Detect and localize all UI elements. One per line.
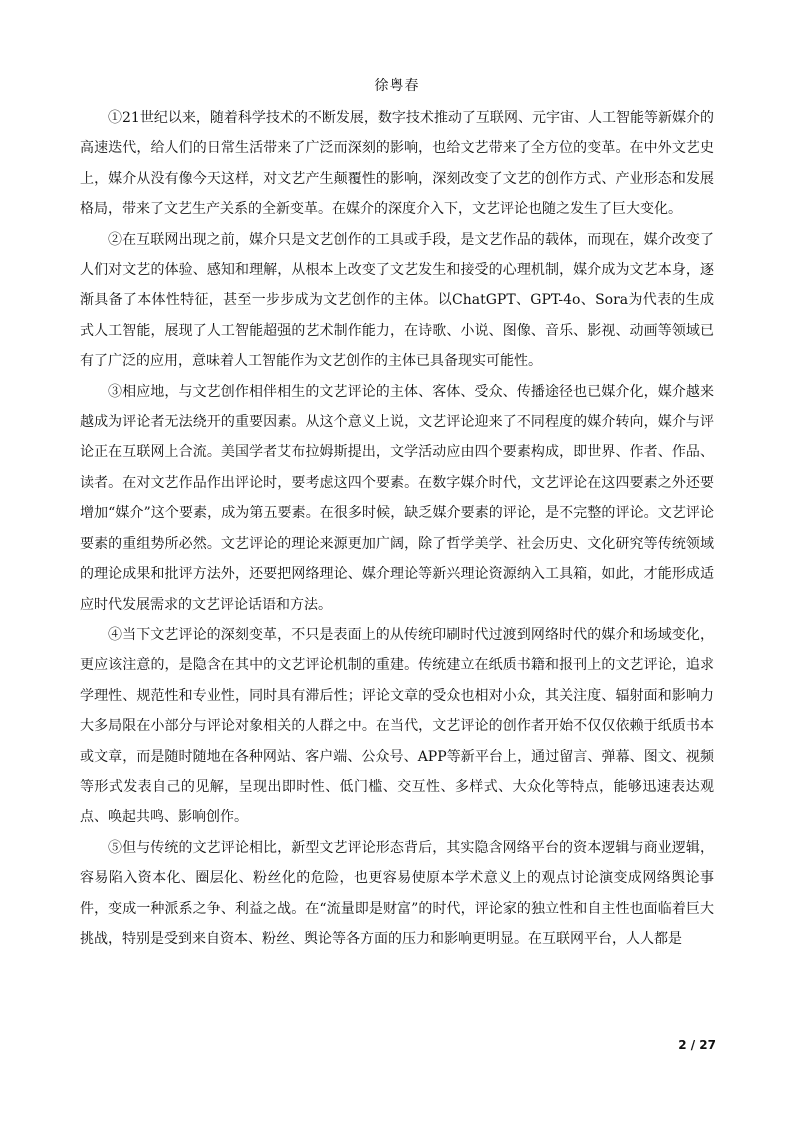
paragraph-2: ②在互联网出现之前，媒介只是文艺创作的工具或手段，是文艺作品的载体，而现在，媒介改变了人们对文艺的体验、感知和理解，从根本上改变了文艺发生和接受的心理机制，媒介成为文艺本身，逐渐具备了本体性特征，甚至一步步成为文艺创作的主体。以ChatGPT、GPT-4o、Sora为代表的生成式人工智能，展现了人工智能超强的艺术制作能力，在诗歌、小说、图像、音乐、影视、动画等领域已有了广泛的应用，意味着人工智能作为文艺创作的主体已具备现实可能性。 — [80, 231, 714, 370]
page-number: 2 / 27 — [678, 1038, 716, 1052]
article-body — [80, 103, 714, 954]
paragraph-5: ⑤但与传统的文艺评论相比，新型文艺评论形态背后，其实隐含网络平台的资本逻辑与商业逻辑，容易陷入资本化、圈层化、粉丝化的危险，也更容易使原本学术意义上的观点讨论演变成网络舆论事件，变成一种派系之争、利益之战。在“流量即是财富”的时代，评论家的独立性和自主性也面临着巨大挑战，特别是受到来自资本、粉丝、舆论等各方面的压力和影响更明显。在互联网平台，人人都是 — [80, 839, 714, 947]
paragraph-4: ④当下文艺评论的深刻变革，不只是表面上的从传统印刷时代过渡到网络时代的媒介和场域变化，更应该注意的，是隐含在其中的文艺评论机制的重建。传统建立在纸质书籍和报刊上的文艺评论，追求学理性、规范性和专业性，同时具有滞后性；评论文章的受众也相对小众，其关注度、辐射面和影响力大多局限在小部分与评论对象相关的人群之中。在当代，文艺评论的创作者开始不仅仅依赖于纸质书本或文章，而是随时随地在各种网站、客户端、公众号、APP等新平台上，通过留言、弹幕、图文、视频等形式发表自己的见解，呈现出即时性、低门槛、交互性、多样式、大众化等特点，能够迅速表达观点、唤起共鸣、影响创作。 — [80, 626, 714, 826]
paragraph-1: ①21世纪以来，随着科学技术的不断发展，数字技术推动了互联网、元宇宙、人工智能等新媒介的高速迭代，给人们的日常生活带来了广泛而深刻的影响，也给文艺带来了全方位的变革。在中外文艺史上，媒介从没有像今天这样，对文艺产生颠覆性的影响，深刻改变了文艺的创作方式、产业形态和发展格局，带来了文艺生产关系的全新变革。在媒介的深度介入下，文艺评论也随之发生了巨大变化。 — [80, 110, 714, 218]
author-name: 徐粤春 — [374, 78, 420, 94]
paragraph-3: ③相应地，与文艺创作相伴相生的文艺评论的主体、客体、受众、传播途径也已媒介化，媒介越来越成为评论者无法绕开的重要因素。从这个意义上说，文艺评论迎来了不同程度的媒介转向，媒介与评论正在互联网上合流。美国学者艾布拉姆斯提出，文学活动应由四个要素构成，即世界、作者、作品、读者。在对文艺作品作出评论时，要考虑这四个要素。在数字媒介时代，文艺评论在这四要素之外还要增加“媒介”这个要素，成为第五要素。在很多时候，缺乏媒介要素的评论，是不完整的评论。文艺评论要素的重组势所必然。文艺评论的理论来源更加广阔，除了哲学美学、社会历史、文化研究等传统领域的理论成果和批评方法外，还要把网络理论、媒介理论等新兴理论资源纳入工具箱，如此，才能形成适应时代发展需求的文艺评论话语和方法。 — [80, 383, 714, 613]
